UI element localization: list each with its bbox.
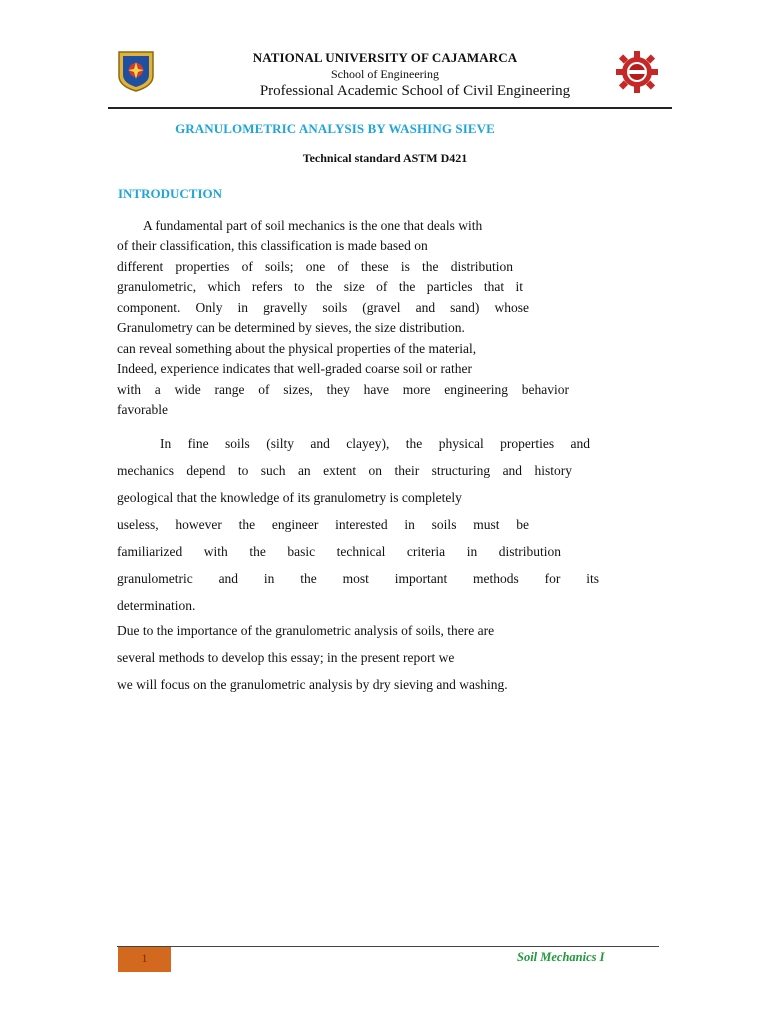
paragraph-line: geological that the knowledge of its granulometry is completely [117,490,462,505]
university-name: NATIONAL UNIVERSITY OF CAJAMARCA [252,50,518,65]
paragraph-line: Indeed, experience indicates that well-graded coarse soil or rather [117,361,472,376]
paragraph-line: familiarized with the basic technical criteria in distribution [117,544,561,559]
paragraph-line: with a wide range of sizes, they have more engineering behavior [117,382,569,397]
paragraph-line: component. Only in gravelly soils (gravel and sand) whose [117,300,529,315]
section-heading-introduction: INTRODUCTION [118,186,223,201]
paragraph-line: different properties of soils; one of these is the distribution [117,259,513,274]
paragraph-line: favorable [117,402,168,417]
paragraph-line: granulometric, which refers to the size of the particles that it [117,279,523,294]
paragraph-line: can reveal something about the physical properties of the material, [117,341,477,356]
header-divider [108,107,672,109]
footer-divider [117,946,659,947]
paragraph-line: of their classification, this classification is made based on [117,238,428,253]
paragraph-line: A fundamental part of soil mechanics is the one that deals with [143,218,483,233]
school-name: School of Engineering [331,67,439,81]
document-title: GRANULOMETRIC ANALYSIS BY WASHING SIEVE [175,121,495,136]
paragraph-line: granulometric and in the most important methods for its [117,571,599,586]
technical-standard: Technical standard ASTM D421 [302,151,468,165]
paragraph-line: Due to the importance of the granulometric analysis of soils, there are [117,623,495,638]
page-number: 1 [141,951,148,965]
paragraph-line: mechanics depend to such an extent on their structuring and history [117,463,572,478]
paragraph-line: determination. [117,598,196,613]
paragraph-line: several methods to develop this essay; in the present report we [117,650,455,665]
paragraph-line: In fine soils (silty and clayey), the physical properties and [160,436,590,451]
university-shield-icon [117,50,155,92]
page-number-box [118,947,171,972]
paragraph-line: useless, however the engineer interested in soils must be [117,517,529,532]
paragraph-line: we will focus on the granulometric analysis by dry sieving and washing. [117,677,508,692]
paragraph-line: Granulometry can be determined by sieves, the size distribution. [117,320,465,335]
professional-school-name: Professional Academic School of Civil Engineering [259,83,571,99]
course-name: Soil Mechanics I [517,950,605,964]
